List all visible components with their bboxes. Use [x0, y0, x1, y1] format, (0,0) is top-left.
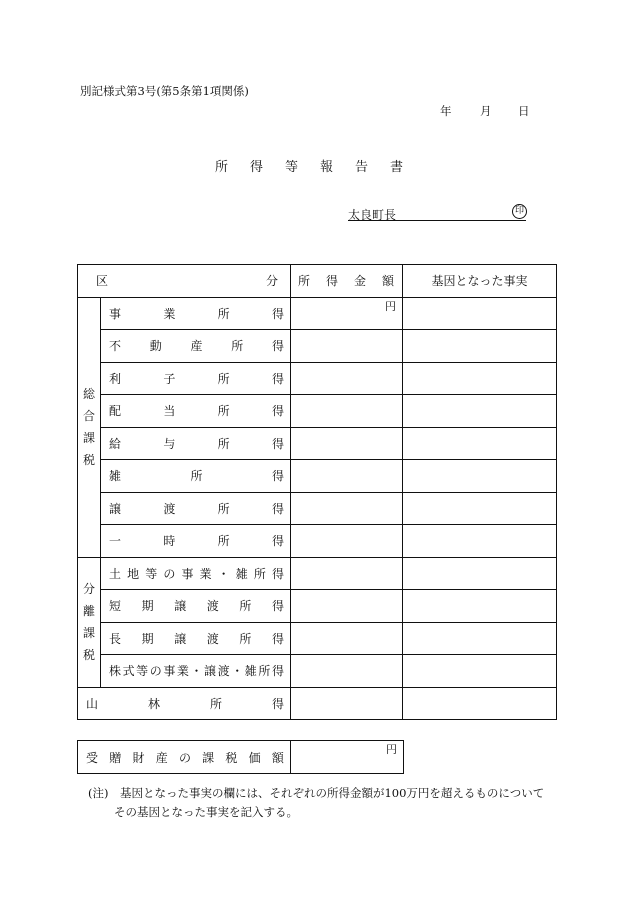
fact-cell[interactable] [403, 525, 557, 558]
fact-cell[interactable] [403, 655, 557, 688]
amount-cell[interactable] [291, 362, 403, 395]
amount-cell[interactable] [291, 525, 403, 558]
fact-cell[interactable] [403, 687, 557, 720]
fact-cell[interactable] [403, 492, 557, 525]
amount-cell[interactable] [291, 590, 403, 623]
item-label: 短 期 譲 渡 所 得 [101, 590, 291, 623]
fact-cell[interactable] [403, 330, 557, 363]
header-category-1: 区 [96, 274, 109, 289]
fact-cell[interactable] [403, 557, 557, 590]
item-label: 土 地 等 の 事 業 ・ 雑 所 得 [101, 557, 291, 590]
table-row-forest [78, 687, 557, 720]
note-prefix: (注) [88, 786, 109, 800]
gift-label: 受 贈 財 産 の 課 税 価 額 [86, 750, 284, 765]
fact-cell[interactable] [403, 622, 557, 655]
fact-cell[interactable] [403, 590, 557, 623]
header-category-2: 分 [265, 274, 278, 289]
amount-cell[interactable] [291, 395, 403, 428]
table-row [78, 525, 557, 558]
gift-amount-cell[interactable] [291, 741, 404, 774]
yen-unit: 円 [385, 299, 396, 313]
item-label: 不 動 産 所 得 [101, 330, 291, 363]
date-line [440, 103, 530, 119]
form-label: 別記様式第3号(第5条第1項関係) [80, 84, 249, 98]
gift-table [77, 740, 404, 774]
amount-cell[interactable] [291, 492, 403, 525]
table-header-row [78, 265, 557, 298]
table-row [78, 460, 557, 493]
page-title: 所得等報告書 [215, 160, 426, 175]
item-label: 株 式 等 の 事 業 ・ 譲 渡 ・ 雑 所 得 [101, 655, 291, 688]
income-table [77, 264, 557, 720]
amount-cell[interactable] [291, 557, 403, 590]
table-row [78, 655, 557, 688]
item-label: 事 業 所 得 [101, 297, 291, 330]
table-row [78, 362, 557, 395]
item-label: 一 時 所 得 [101, 525, 291, 558]
date-year: 年 [440, 104, 452, 118]
yen-unit: 円 [386, 743, 397, 756]
header-fact: 基因となった事実 [403, 265, 557, 298]
header-amount: 所 得 金 額 [291, 265, 403, 298]
item-label: 配 当 所 得 [101, 395, 291, 428]
amount-cell[interactable] [291, 460, 403, 493]
table-row [78, 557, 557, 590]
table-row [78, 395, 557, 428]
note [88, 784, 558, 822]
table-row [78, 590, 557, 623]
table-row [78, 622, 557, 655]
note-line1: 基因となった事実の欄には、それぞれの所得金額が100万円を超えるものについて [119, 786, 545, 800]
item-label: 譲 渡 所 得 [101, 492, 291, 525]
gift-label-cell [78, 741, 291, 774]
date-day: 日 [518, 104, 530, 118]
seal-mark: 印 [512, 204, 527, 219]
item-label: 利 子 所 得 [101, 362, 291, 395]
item-label: 給 与 所 得 [101, 427, 291, 460]
item-label: 長 期 譲 渡 所 得 [101, 622, 291, 655]
fact-cell[interactable] [403, 460, 557, 493]
amount-cell[interactable] [291, 297, 403, 330]
group-label: 分 離 課 税 [78, 557, 101, 687]
table-row [78, 492, 557, 525]
table-row [78, 427, 557, 460]
date-month: 月 [480, 104, 492, 118]
amount-cell[interactable] [291, 330, 403, 363]
fact-cell[interactable] [403, 362, 557, 395]
addressee: 太良町長 [348, 206, 526, 221]
amount-cell[interactable] [291, 655, 403, 688]
fact-cell[interactable] [403, 427, 557, 460]
amount-cell[interactable] [291, 427, 403, 460]
amount-cell[interactable] [291, 622, 403, 655]
fact-cell[interactable] [403, 297, 557, 330]
item-label: 山 林 所 得 [78, 687, 291, 720]
header-category-cell [78, 265, 291, 298]
group-label: 総 合 課 税 [78, 297, 101, 557]
table-row [78, 297, 557, 330]
table-row [78, 330, 557, 363]
fact-cell[interactable] [403, 395, 557, 428]
note-line2: その基因となった事実を記入する。 [114, 805, 298, 819]
amount-cell[interactable] [291, 687, 403, 720]
item-label: 雑 所 得 [101, 460, 291, 493]
